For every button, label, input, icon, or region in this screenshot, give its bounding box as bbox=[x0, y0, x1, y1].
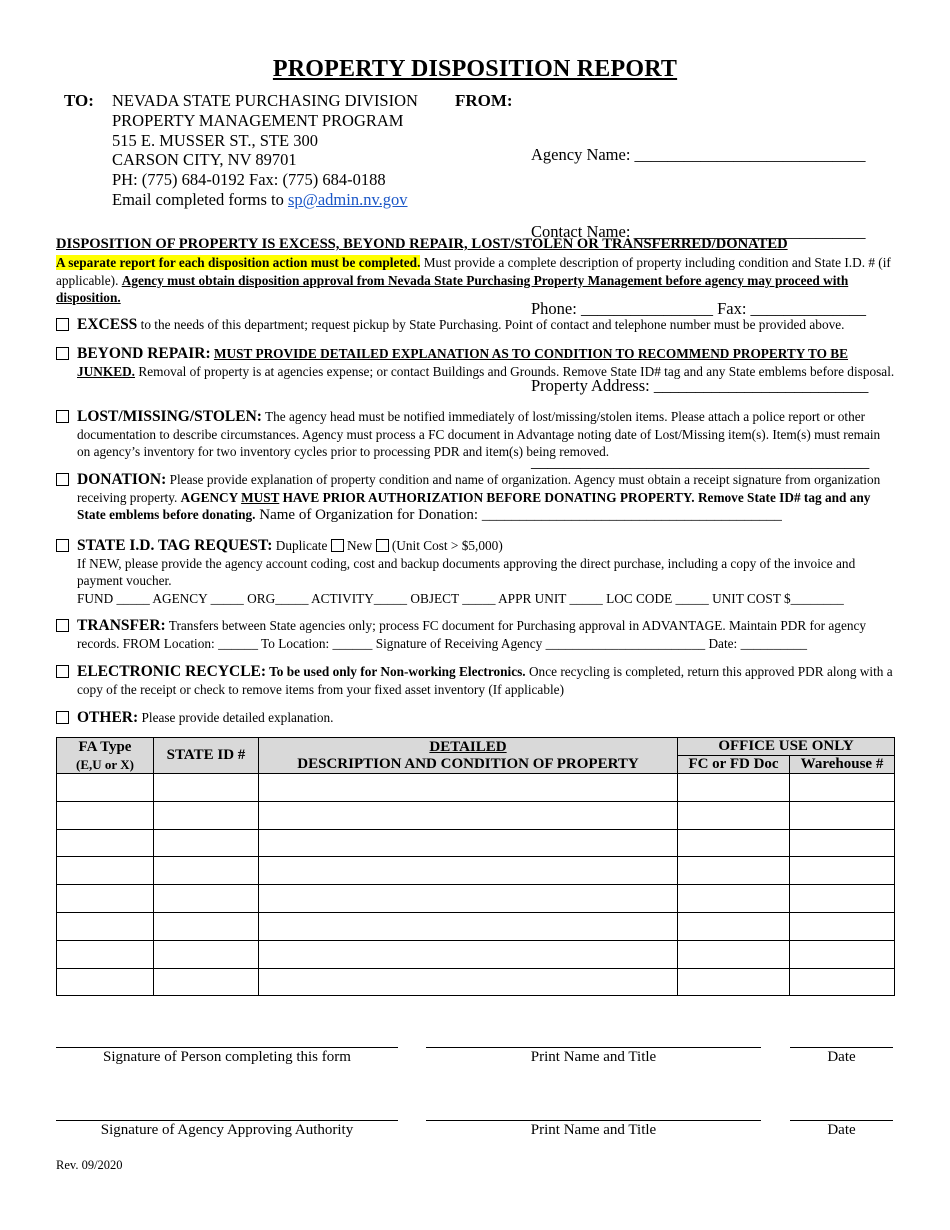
donation-checkbox[interactable] bbox=[56, 473, 69, 486]
print-name-label-2: Print Name and Title bbox=[530, 1122, 657, 1138]
table-row bbox=[57, 829, 895, 857]
description-label: DESCRIPTION AND CONDITION OF PROPERTY bbox=[297, 755, 639, 772]
beyond-repair-requirement: MUST PROVIDE DETAILED EXPLANATION AS TO CONDITION TO RECOMMEND PROPERTY TO BE JUNKED. bbox=[77, 346, 849, 379]
table-cell[interactable] bbox=[790, 829, 895, 857]
beyond-repair-checkbox[interactable] bbox=[56, 347, 69, 360]
date-line-1[interactable] bbox=[790, 1047, 893, 1048]
recycle-title: ELECTRONIC RECYCLE: bbox=[77, 663, 267, 680]
to-line: PROPERTY MANAGEMENT PROGRAM bbox=[112, 110, 404, 130]
other-checkbox[interactable] bbox=[56, 711, 69, 724]
recycle-text: Once recycling is completed, return this approved PDR along with a copy of the receipt or check to remove items from your fixed asset inventory (If applicable) bbox=[77, 664, 893, 697]
contact-name-field[interactable]: Contact Name: ____________________________ bbox=[531, 221, 866, 241]
table-cell[interactable] bbox=[259, 801, 678, 829]
donation-bold1: AGENCY bbox=[180, 489, 242, 505]
table-cell[interactable] bbox=[57, 885, 154, 913]
signature-authority-label: Signature of Agency Approving Authority bbox=[100, 1122, 354, 1138]
table-cell[interactable] bbox=[678, 801, 790, 829]
unit-cost-label: (Unit Cost > $5,000) bbox=[388, 538, 503, 553]
option-other bbox=[56, 709, 896, 727]
description-header bbox=[259, 738, 678, 774]
table-cell[interactable] bbox=[259, 774, 678, 802]
table-row bbox=[57, 774, 895, 802]
donation-text: Please provide explanation of property condition and name of organization. Agency must obtain a receipt signature from organization receiving property. bbox=[77, 472, 881, 505]
other-text: Please provide detailed explanation. bbox=[138, 710, 334, 725]
table-cell[interactable] bbox=[57, 801, 154, 829]
table-row bbox=[57, 968, 895, 996]
to-address-block bbox=[112, 91, 418, 210]
fa-type-label: FA Type bbox=[78, 738, 132, 755]
recycle-bold: To be used only for Non-working Electronics. bbox=[266, 664, 526, 679]
print-name-line-2[interactable] bbox=[426, 1120, 761, 1121]
from-label: FROM: bbox=[455, 91, 513, 110]
agency-name-field[interactable]: Agency Name: ____________________________ bbox=[531, 145, 866, 165]
page-title: PROPERTY DISPOSITION REPORT bbox=[272, 56, 678, 82]
to-line: NEVADA STATE PURCHASING DIVISION bbox=[112, 91, 418, 110]
table-cell[interactable] bbox=[154, 912, 259, 940]
other-title: OTHER: bbox=[77, 709, 139, 726]
office-use-header: OFFICE USE ONLY bbox=[678, 738, 895, 756]
new-checkbox[interactable] bbox=[376, 539, 389, 552]
new-label: New bbox=[343, 538, 376, 553]
excess-title: EXCESS bbox=[77, 316, 138, 333]
table-cell[interactable] bbox=[154, 885, 259, 913]
property-address-field[interactable]: Property Address: __________________________ bbox=[531, 375, 869, 395]
table-cell[interactable] bbox=[678, 968, 790, 996]
table-cell[interactable] bbox=[790, 968, 895, 996]
table-row bbox=[57, 857, 895, 885]
table-cell[interactable] bbox=[790, 885, 895, 913]
signature-person-label: Signature of Person completing this form bbox=[103, 1049, 351, 1065]
donation-title: DONATION: bbox=[77, 471, 167, 488]
excess-checkbox[interactable] bbox=[56, 318, 69, 331]
table-cell[interactable] bbox=[259, 885, 678, 913]
table-cell[interactable] bbox=[154, 801, 259, 829]
table-row bbox=[57, 801, 895, 829]
phone-fax-field[interactable]: Phone: ________________ Fax: ______________ bbox=[531, 298, 867, 318]
table-cell[interactable] bbox=[790, 857, 895, 885]
section-heading: DISPOSITION OF PROPERTY IS EXCESS, BEYOND REPAIR, LOST/STOLEN OR TRANSFERRED/DONATED bbox=[56, 236, 788, 252]
donation-bold2: HAVE PRIOR AUTHORIZATION BEFORE DONATING PROPERTY. Remove State ID# tag and any State emblems before donating. bbox=[77, 489, 871, 523]
duplicate-checkbox[interactable] bbox=[331, 539, 344, 552]
date-label-1: Date bbox=[827, 1049, 856, 1065]
state-id-header: STATE ID # bbox=[154, 738, 259, 774]
table-cell[interactable] bbox=[57, 940, 154, 968]
fc-fd-header: FC or FD Doc bbox=[678, 756, 790, 774]
option-beyond-repair bbox=[56, 345, 896, 380]
signature-line-person[interactable] bbox=[56, 1047, 398, 1048]
account-coding-fields[interactable]: FUND _____ AGENCY _____ ORG_____ ACTIVITY_____ OBJECT _____ APPR UNIT _____ LOC CODE _____ UNIT COST $________ bbox=[77, 590, 844, 606]
table-cell[interactable] bbox=[259, 940, 678, 968]
table-cell[interactable] bbox=[790, 801, 895, 829]
table-cell[interactable] bbox=[259, 829, 678, 857]
option-transfer bbox=[56, 617, 896, 652]
option-excess bbox=[56, 316, 896, 334]
date-line-2[interactable] bbox=[790, 1120, 893, 1121]
table-cell[interactable] bbox=[678, 829, 790, 857]
transfer-text: Transfers between State agencies only; process FC document for Purchasing approval in ADVANTAGE. Maintain PDR for agency records. FROM Location: ______ To Location: ______ Signature of Receiving Agency ________________________ Date: __________ bbox=[77, 618, 867, 651]
option-state-id bbox=[56, 537, 896, 607]
option-lost bbox=[56, 408, 896, 461]
duplicate-label: Duplicate bbox=[272, 538, 331, 553]
intro-highlight: A separate report for each disposition action must be completed. bbox=[56, 255, 421, 270]
table-cell[interactable] bbox=[259, 912, 678, 940]
transfer-title: TRANSFER: bbox=[77, 617, 166, 634]
table-cell[interactable] bbox=[259, 968, 678, 996]
lost-checkbox[interactable] bbox=[56, 410, 69, 423]
to-label: TO: bbox=[64, 91, 94, 110]
option-recycle bbox=[56, 663, 896, 698]
table-cell[interactable] bbox=[259, 857, 678, 885]
date-label-2: Date bbox=[827, 1122, 856, 1138]
state-id-checkbox[interactable] bbox=[56, 539, 69, 552]
table-row bbox=[57, 885, 895, 913]
transfer-checkbox[interactable] bbox=[56, 619, 69, 632]
table-cell[interactable] bbox=[57, 968, 154, 996]
intro-text: Must provide a complete description of property including condition and State I.D. # (if applicable). bbox=[56, 255, 891, 288]
table-cell[interactable] bbox=[57, 857, 154, 885]
table-cell[interactable] bbox=[790, 940, 895, 968]
email-prefix: Email completed forms to bbox=[112, 189, 288, 209]
property-address-line2[interactable]: _________________________________________ bbox=[531, 452, 870, 472]
table-cell[interactable] bbox=[154, 968, 259, 996]
recycle-checkbox[interactable] bbox=[56, 665, 69, 678]
intro-approval: Agency must obtain disposition approval from Nevada State Purchasing Property Management before agency may proceed with disposition. bbox=[56, 272, 849, 306]
table-cell[interactable] bbox=[57, 829, 154, 857]
beyond-repair-text: Removal of property is at agencies expense; or contact Buildings and Grounds. Remove State ID# tag and any State emblems before disposal. bbox=[135, 363, 895, 379]
print-name-label-1: Print Name and Title bbox=[530, 1049, 657, 1065]
table-cell[interactable] bbox=[154, 857, 259, 885]
print-name-line-1[interactable] bbox=[426, 1047, 761, 1048]
lost-title: LOST/MISSING/STOLEN: bbox=[77, 408, 262, 425]
property-table bbox=[56, 737, 895, 996]
donation-must: MUST bbox=[241, 489, 280, 505]
state-id-title: STATE I.D. TAG REQUEST: bbox=[77, 537, 273, 554]
to-line: 515 E. MUSSER ST., STE 300 bbox=[112, 130, 318, 150]
table-cell[interactable] bbox=[678, 885, 790, 913]
beyond-repair-title: BEYOND REPAIR: bbox=[77, 345, 211, 362]
fa-type-header bbox=[57, 738, 154, 774]
table-cell[interactable] bbox=[154, 829, 259, 857]
table-row bbox=[57, 940, 895, 968]
state-id-text: If NEW, please provide the agency account coding, cost and backup documents approving the direct purchase, including a copy of the invoice and payment voucher. bbox=[77, 555, 856, 589]
table-row bbox=[57, 912, 895, 940]
detailed-label: DETAILED bbox=[429, 738, 507, 755]
to-line: PH: (775) 684-0192 Fax: (775) 684-0188 bbox=[112, 170, 386, 190]
fa-type-sub: (E,U or X) bbox=[76, 756, 134, 772]
signature-line-authority[interactable] bbox=[56, 1120, 398, 1121]
lost-text: The agency head must be notified immediately of lost/missing/stolen items. Please attach a police report or other documentation to describe circumstances. Agency must process a FC document in Advantage noting date of Lost/Missing item(s). Item(s) must remain on agency’s inventory for two inventory cycles prior to processing PDR and item(s) being removed. bbox=[77, 409, 881, 460]
table-cell[interactable] bbox=[790, 774, 895, 802]
donation-org-field[interactable]: Name of Organization for Donation: ________________________________________ bbox=[255, 507, 782, 524]
table-cell[interactable] bbox=[154, 940, 259, 968]
email-line bbox=[112, 190, 418, 210]
table-cell[interactable] bbox=[790, 912, 895, 940]
revision-label: Rev. 09/2020 bbox=[56, 1158, 123, 1172]
email-link[interactable]: sp@admin.nv.gov bbox=[287, 189, 408, 209]
table-cell[interactable] bbox=[678, 857, 790, 885]
table-cell[interactable] bbox=[678, 912, 790, 940]
warehouse-header: Warehouse # bbox=[790, 756, 895, 774]
table-cell[interactable] bbox=[57, 774, 154, 802]
option-donation bbox=[56, 471, 896, 525]
table-cell[interactable] bbox=[678, 774, 790, 802]
excess-text: to the needs of this department; request pickup by State Purchasing. Point of contact and telephone number must be provided above. bbox=[137, 317, 845, 332]
table-cell[interactable] bbox=[57, 912, 154, 940]
to-line: CARSON CITY, NV 89701 bbox=[112, 150, 297, 170]
table-cell[interactable] bbox=[154, 774, 259, 802]
table-cell[interactable] bbox=[678, 940, 790, 968]
intro-paragraph bbox=[56, 254, 896, 307]
